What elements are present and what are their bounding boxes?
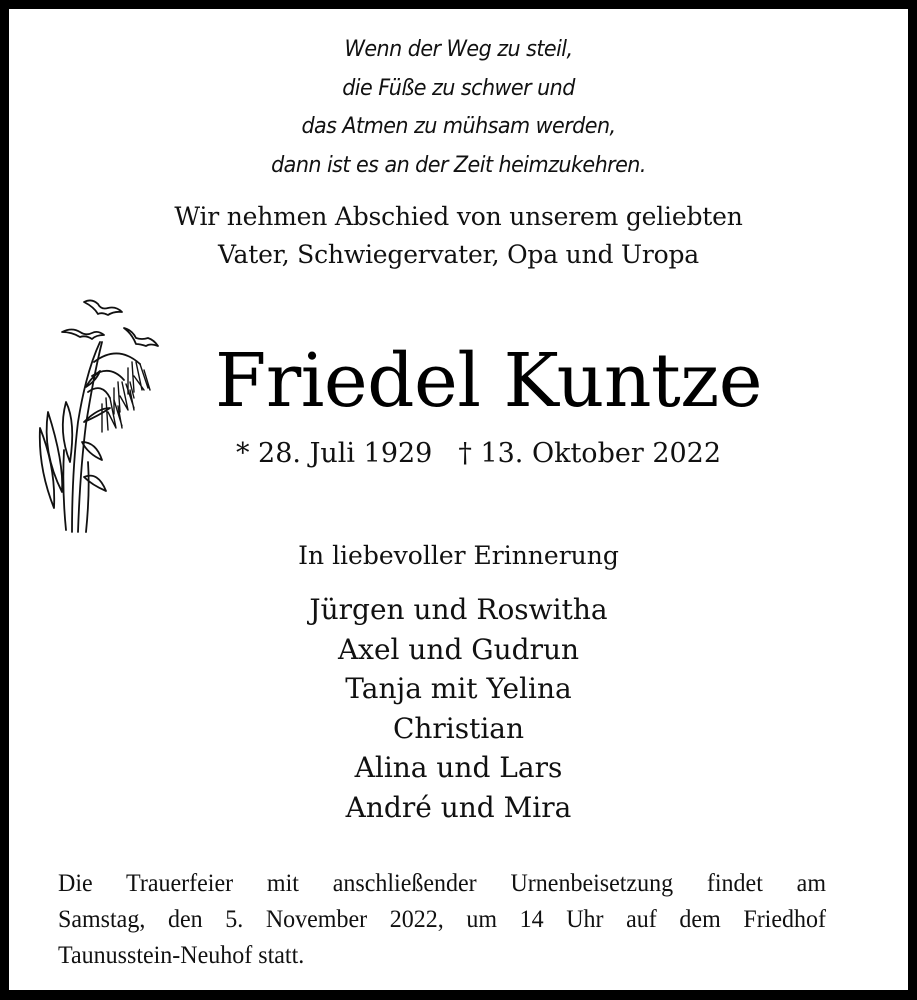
birth-date: * 28. Juli 1929 [235,438,433,469]
funeral-info-line: Samstag, den 5. November 2022, um 14 Uhr auf dem Friedhof [58,906,826,933]
mourner: André und Mira [345,790,572,824]
funeral-info [58,866,826,974]
mourners-list [0,590,917,827]
mourner: Axel und Gudrun [337,632,580,666]
intro-line: Vater, Schwiegervater, Opa und Uropa [217,240,700,269]
remembrance-heading: In liebevoller Erinnerung [298,541,619,570]
farewell-intro [0,198,917,274]
funeral-info-line: Taunusstein-Neuhof statt. [58,942,305,969]
poem-line: Wenn der Weg zu steil, [344,36,573,62]
poem [37,30,881,184]
death-date: † 13. Oktober 2022 [458,438,722,469]
mourner: Jürgen und Roswitha [309,593,608,626]
life-dates [20,434,917,474]
funeral-info-line: Die Trauerfeier mit anschließender Urnenbeisetzung findet am [58,870,826,897]
poem-line: die Füße zu schwer und [342,74,575,101]
poem-line: das Atmen zu mühsam werden, [301,113,616,139]
mourner: Alina und Lars [354,751,563,784]
deceased-name: Friedel Kuntze [214,338,763,424]
mourner: Christian [392,711,525,745]
intro-line: Wir nehmen Abschied von unserem geliebten [174,202,743,231]
poem-line: dann ist es an der Zeit heimzukehren. [271,151,646,178]
mourner: Tanja mit Yelina [345,672,572,705]
